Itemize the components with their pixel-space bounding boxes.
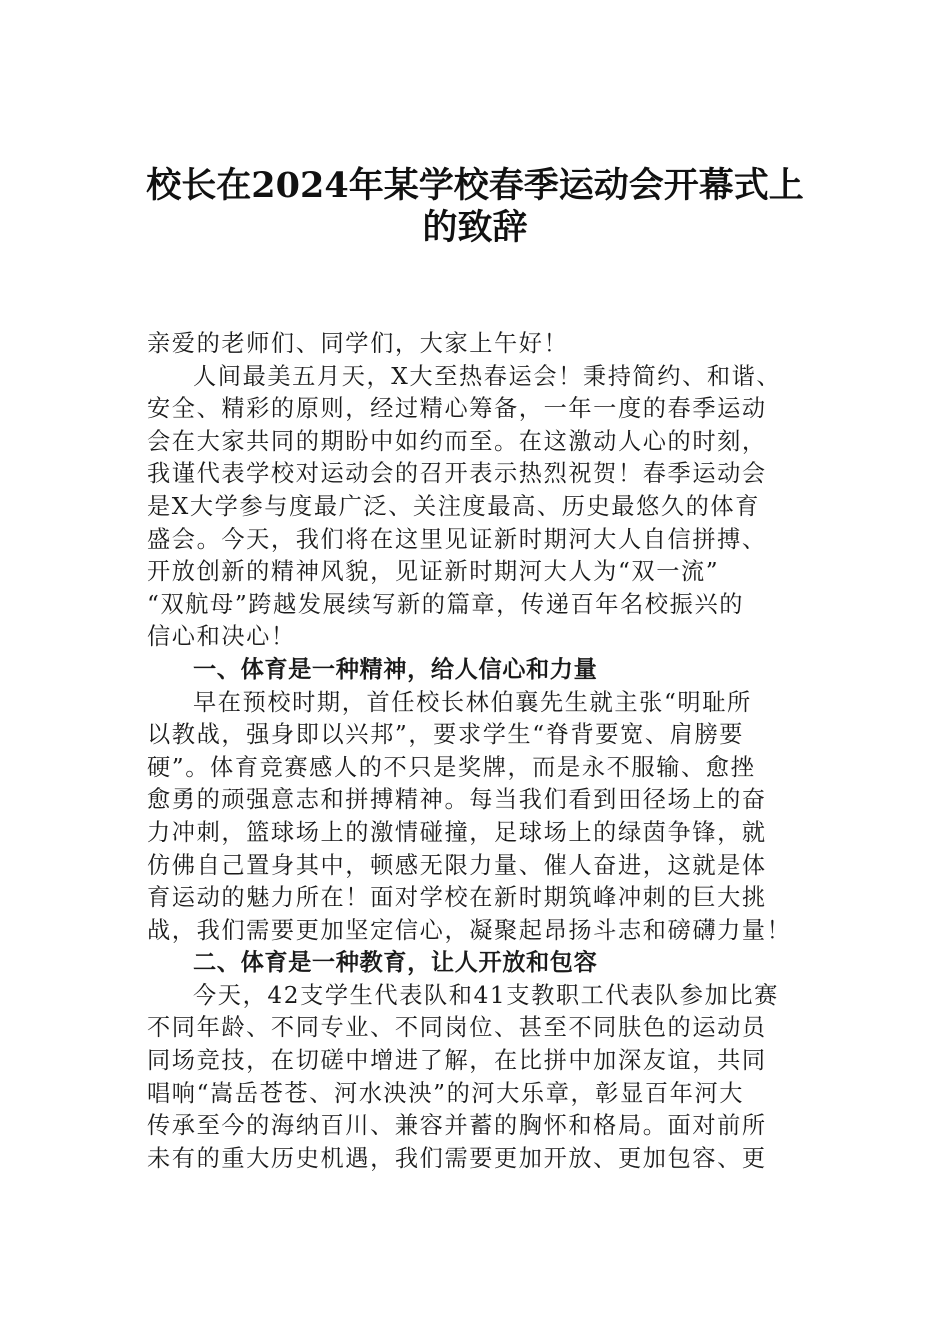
document-body <box>147 328 807 1175</box>
paragraph-line: “双航母”跨越发展续写新的篇章，传递百年名校振兴的 <box>147 590 745 618</box>
paragraph-line: 愈勇的顽强意志和拼搏精神。每当我们看到田径场上的奋 <box>147 786 767 814</box>
paragraph-line: 安全、精彩的原则，经过精心筹备，一年一度的春季运动 <box>147 395 767 423</box>
document-title-line-1: 校长在2024年某学校春季运动会开幕式上 <box>146 165 804 206</box>
paragraph-line: 战，我们需要更加坚定信心，凝聚起昂扬斗志和磅礴力量！ <box>147 916 792 944</box>
paragraph-line: 力冲刺，篮球场上的激情碰撞，足球场上的绿茵争锋，就 <box>147 818 767 846</box>
paragraph-line: 同场竞技，在切磋中增进了解，在比拼中加深友谊，共同 <box>147 1047 767 1075</box>
paragraph-line: 人间最美五月天，X大至热春运会！秉持简约、和谐、 <box>193 362 782 390</box>
paragraph-line: 仿佛自己置身其中，顿感无限力量、催人奋进，这就是体 <box>147 851 767 879</box>
paragraph-line: 唱响“嵩岳苍苍、河水泱泱”的河大乐章，彰显百年河大 <box>147 1079 745 1107</box>
paragraph-line: 传承至今的海纳百川、兼容并蓄的胸怀和格局。面对前所 <box>147 1112 767 1140</box>
paragraph-line: 会在大家共同的期盼中如约而至。在这激动人心的时刻， <box>147 427 767 455</box>
section-heading-2: 二、体育是一种教育，让人开放和包容 <box>193 949 598 977</box>
paragraph-line: 是X大学参与度最广泛、关注度最高、历史最悠久的体育 <box>147 492 761 520</box>
paragraph-line: 盛会。今天，我们将在这里见证新时期河大人自信拼搏、 <box>147 525 767 553</box>
paragraph-line: 开放创新的精神风貌，见证新时期河大人为“双一流” <box>147 558 720 586</box>
paragraph-line: 硬”。体育竞赛感人的不只是奖牌，而是永不服输、愈挫 <box>147 753 756 781</box>
paragraph-line: 不同年龄、不同专业、不同岗位、甚至不同肤色的运动员 <box>147 1014 767 1042</box>
paragraph-line: 未有的重大历史机遇，我们需要更加开放、更加包容、更 <box>147 1144 767 1172</box>
paragraph-line: 育运动的魅力所在！面对学校在新时期筑峰冲刺的巨大挑 <box>147 884 767 912</box>
paragraph-line: 以教战，强身即以兴邦”，要求学生“脊背要宽、肩膀要 <box>147 721 745 749</box>
paragraph-line: 信心和决心！ <box>147 623 296 651</box>
salutation: 亲爱的老师们、同学们，大家上午好！ <box>147 330 569 357</box>
section-heading-1: 一、体育是一种精神，给人信心和力量 <box>193 655 598 683</box>
paragraph-line: 我谨代表学校对运动会的召开表示热烈祝贺！春季运动会 <box>147 460 767 488</box>
paragraph-line: 今天，42支学生代表队和41支教职工代表队参加比赛 <box>193 981 779 1009</box>
document-title-line-2: 的致辞 <box>422 207 528 248</box>
paragraph-line: 早在预校时期，首任校长林伯襄先生就主张“明耻所 <box>193 688 752 716</box>
